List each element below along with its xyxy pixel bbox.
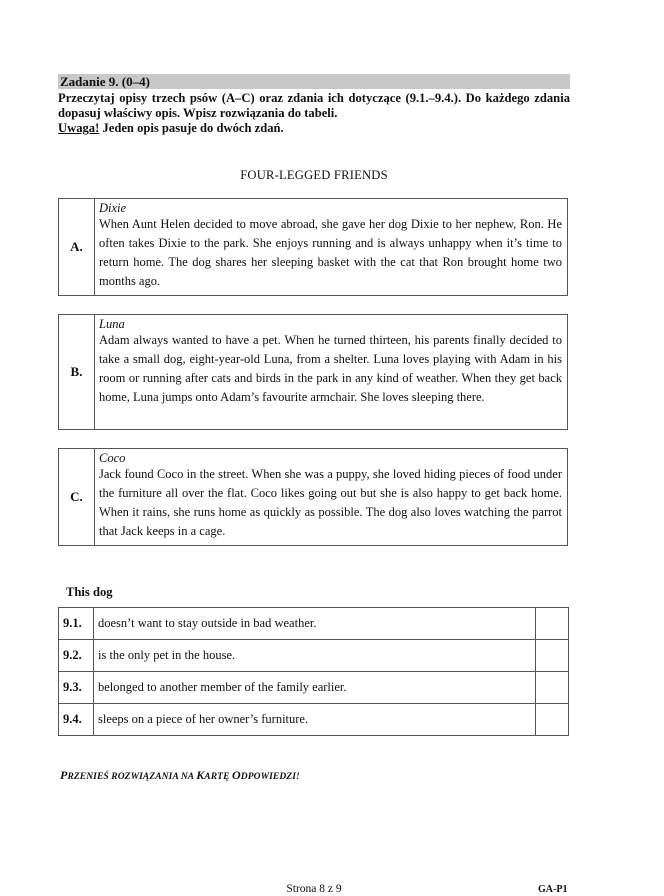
statement-text: is the only pet in the house. — [94, 640, 536, 672]
card-body — [95, 315, 567, 429]
statement-number: 9.4. — [59, 704, 94, 736]
answer-cell[interactable] — [536, 704, 569, 736]
description-card-a — [58, 198, 568, 296]
answer-table — [58, 607, 569, 736]
dog-name: Coco — [99, 451, 126, 465]
card-letter: C. — [59, 449, 95, 545]
statement-number: 9.3. — [59, 672, 94, 704]
dog-name: Luna — [99, 317, 125, 331]
task-instruction — [58, 91, 570, 136]
statement-number: 9.1. — [59, 608, 94, 640]
transfer-note-part: DPOWIEDZI! — [240, 772, 300, 782]
statement-text: sleeps on a piece of her owner’s furniture. — [94, 704, 536, 736]
transfer-note-part: P — [60, 768, 68, 782]
card-letter: B. — [59, 315, 95, 429]
note-label: Uwaga! — [58, 121, 100, 135]
statement-number: 9.2. — [59, 640, 94, 672]
transfer-note-part: ARTĘ — [204, 772, 232, 782]
card-text: Jack found Coco in the street. When she was a puppy, she loved hiding pieces of food under the furniture all over the flat. Coco likes going out but she is also happy to get back home. When it rains, she runs home as quickly as possible. The dog also loves watching the parrot that Jack keeps in a cage. — [99, 467, 562, 538]
card-body — [95, 199, 567, 295]
answer-cell[interactable] — [536, 672, 569, 704]
document-title: FOUR-LEGGED FRIENDS — [240, 168, 388, 182]
transfer-note — [60, 768, 300, 783]
task-header — [58, 74, 570, 136]
statement-text: doesn’t want to stay outside in bad weather. — [94, 608, 536, 640]
transfer-note-part: K — [196, 768, 205, 782]
note-text: Jeden opis pasuje do dwóch zdań. — [99, 121, 284, 135]
statements-heading: This dog — [66, 585, 113, 599]
card-text: When Aunt Helen decided to move abroad, she gave her dog Dixie to her nephew, Ron. He often takes Dixie to the park. She enjoys running and is always unhappy when it’s time to return home. The dog shares her sleeping basket with the cat that Ron brought home two months ago. — [99, 217, 562, 288]
table-row — [59, 640, 569, 672]
instruction-main: Przeczytaj opisy trzech psów (A–C) oraz zdania ich dotyczące (9.1.–9.4.). Do każdego zdania dopasuj właściwy opis. Wpisz rozwiązania do tabeli. — [58, 91, 570, 120]
description-card-b — [58, 314, 568, 430]
card-letter: A. — [59, 199, 95, 295]
answer-cell[interactable] — [536, 608, 569, 640]
table-row — [59, 672, 569, 704]
task-title: Zadanie 9. (0–4) — [58, 74, 570, 89]
page-number: Strona 8 z 9 — [286, 883, 342, 895]
dog-name: Dixie — [99, 201, 127, 215]
table-row — [59, 608, 569, 640]
statement-text: belonged to another member of the family earlier. — [94, 672, 536, 704]
card-text: Adam always wanted to have a pet. When he turned thirteen, his parents finally decided to take a small dog, eight-year-old Luna, from a shelter. Luna loves playing with Adam in his room or running after cats and birds in the park in any kind of weather. When they get back home, Luna jumps onto Adam’s favourite armchair. She loves sleeping there. — [99, 333, 562, 404]
table-row — [59, 704, 569, 736]
transfer-note-part: RZENIEŚ ROZWIĄZANIA NA — [67, 772, 197, 782]
transfer-note-part: O — [231, 768, 241, 782]
description-card-c — [58, 448, 568, 546]
answer-cell[interactable] — [536, 640, 569, 672]
exam-code: GA-P1 — [538, 884, 568, 895]
card-body — [95, 449, 567, 545]
